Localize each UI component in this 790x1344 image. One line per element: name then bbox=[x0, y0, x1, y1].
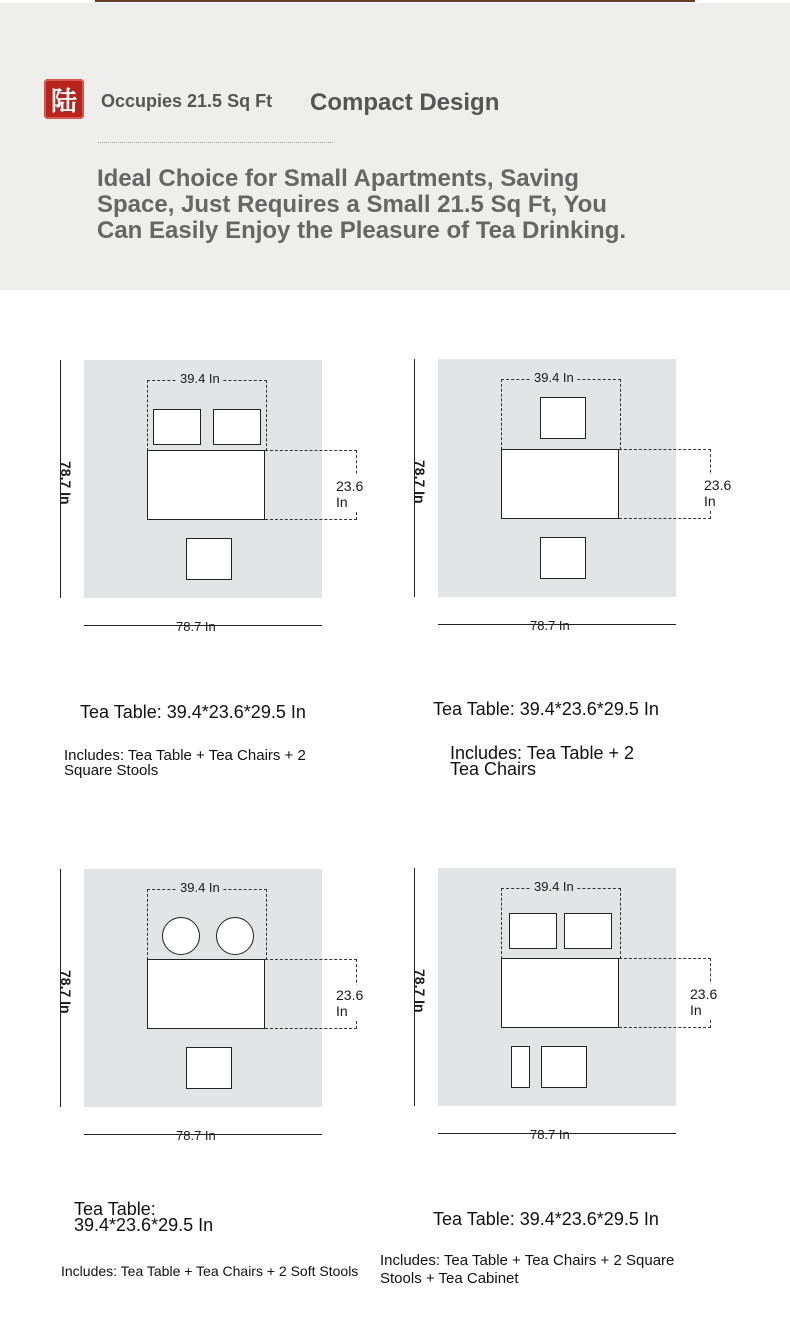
brand-seal-logo: 陆 bbox=[44, 79, 84, 119]
floor-plan-1 bbox=[58, 360, 364, 660]
description: Ideal Choice for Small Apartments, Saving Space, Just Requires a Small 21.5 Sq Ft, You Can Easily Enjoy the Pleasure of Tea Drinking. bbox=[97, 165, 627, 244]
header-panel bbox=[0, 3, 790, 290]
divider bbox=[98, 142, 333, 143]
layout-1-title: Tea Table: 39.4*23.6*29.5 In bbox=[80, 702, 306, 722]
floor-plan-4 bbox=[412, 868, 718, 1168]
chair bbox=[186, 1047, 232, 1089]
square-stool bbox=[509, 913, 557, 949]
tea-table bbox=[501, 449, 619, 519]
layout-1-includes: Includes: Tea Table + Tea Chairs + 2 Square Stools bbox=[64, 747, 306, 779]
room-height-label: 78.7 In bbox=[412, 460, 428, 504]
layout-2-title: Tea Table: 39.4*23.6*29.5 In bbox=[433, 699, 659, 719]
room-width-label: 78.7 In bbox=[176, 1128, 216, 1143]
room-height-label: 78.7 In bbox=[58, 970, 74, 1014]
table-width-label: 39.4 In bbox=[177, 371, 223, 386]
layout-2-includes: Includes: Tea Table + 2 Tea Chairs bbox=[450, 743, 634, 779]
room-width-label: 78.7 In bbox=[530, 1127, 570, 1142]
layout-3-title: Tea Table: 39.4*23.6*29.5 In bbox=[74, 1199, 214, 1235]
table-width-label: 39.4 In bbox=[177, 880, 223, 895]
table-width-label: 39.4 In bbox=[531, 370, 577, 385]
tea-table bbox=[501, 958, 619, 1028]
table-depth-label: 23.6 In bbox=[336, 478, 364, 510]
room-height-label: 78.7 In bbox=[58, 461, 74, 505]
table-width-label: 39.4 In bbox=[531, 879, 577, 894]
tea-cabinet bbox=[511, 1046, 530, 1088]
layout-4-title: Tea Table: 39.4*23.6*29.5 In bbox=[433, 1209, 659, 1229]
room-height-label: 78.7 In bbox=[412, 969, 428, 1013]
table-depth-label: 23.6 In bbox=[336, 987, 364, 1019]
square-stool bbox=[564, 913, 612, 949]
layout-4-includes: Includes: Tea Table + Tea Chairs + 2 Square Stools + Tea Cabinet bbox=[380, 1252, 675, 1287]
chair bbox=[540, 397, 586, 439]
layout-3-includes: Includes: Tea Table + Tea Chairs + 2 Soft Stools bbox=[61, 1263, 359, 1279]
chair bbox=[153, 409, 201, 445]
table-depth-label: 23.6 In bbox=[690, 986, 718, 1018]
chair bbox=[541, 1046, 587, 1088]
chair bbox=[213, 409, 261, 445]
chair bbox=[540, 537, 586, 579]
table-depth-guide bbox=[619, 449, 711, 519]
table-depth-label: 23.6 In bbox=[704, 477, 732, 509]
round-stool bbox=[162, 917, 200, 955]
section-heading: Compact Design bbox=[310, 89, 500, 116]
room-width-label: 78.7 In bbox=[176, 619, 216, 634]
room-width-label: 78.7 In bbox=[530, 618, 570, 633]
floor-plan-3 bbox=[58, 869, 364, 1169]
tea-table bbox=[147, 450, 265, 520]
round-stool bbox=[216, 917, 254, 955]
area-label: Occupies 21.5 Sq Ft bbox=[101, 91, 273, 111]
stool bbox=[186, 538, 232, 580]
floor-plan-2 bbox=[412, 359, 732, 659]
tea-table bbox=[147, 959, 265, 1029]
